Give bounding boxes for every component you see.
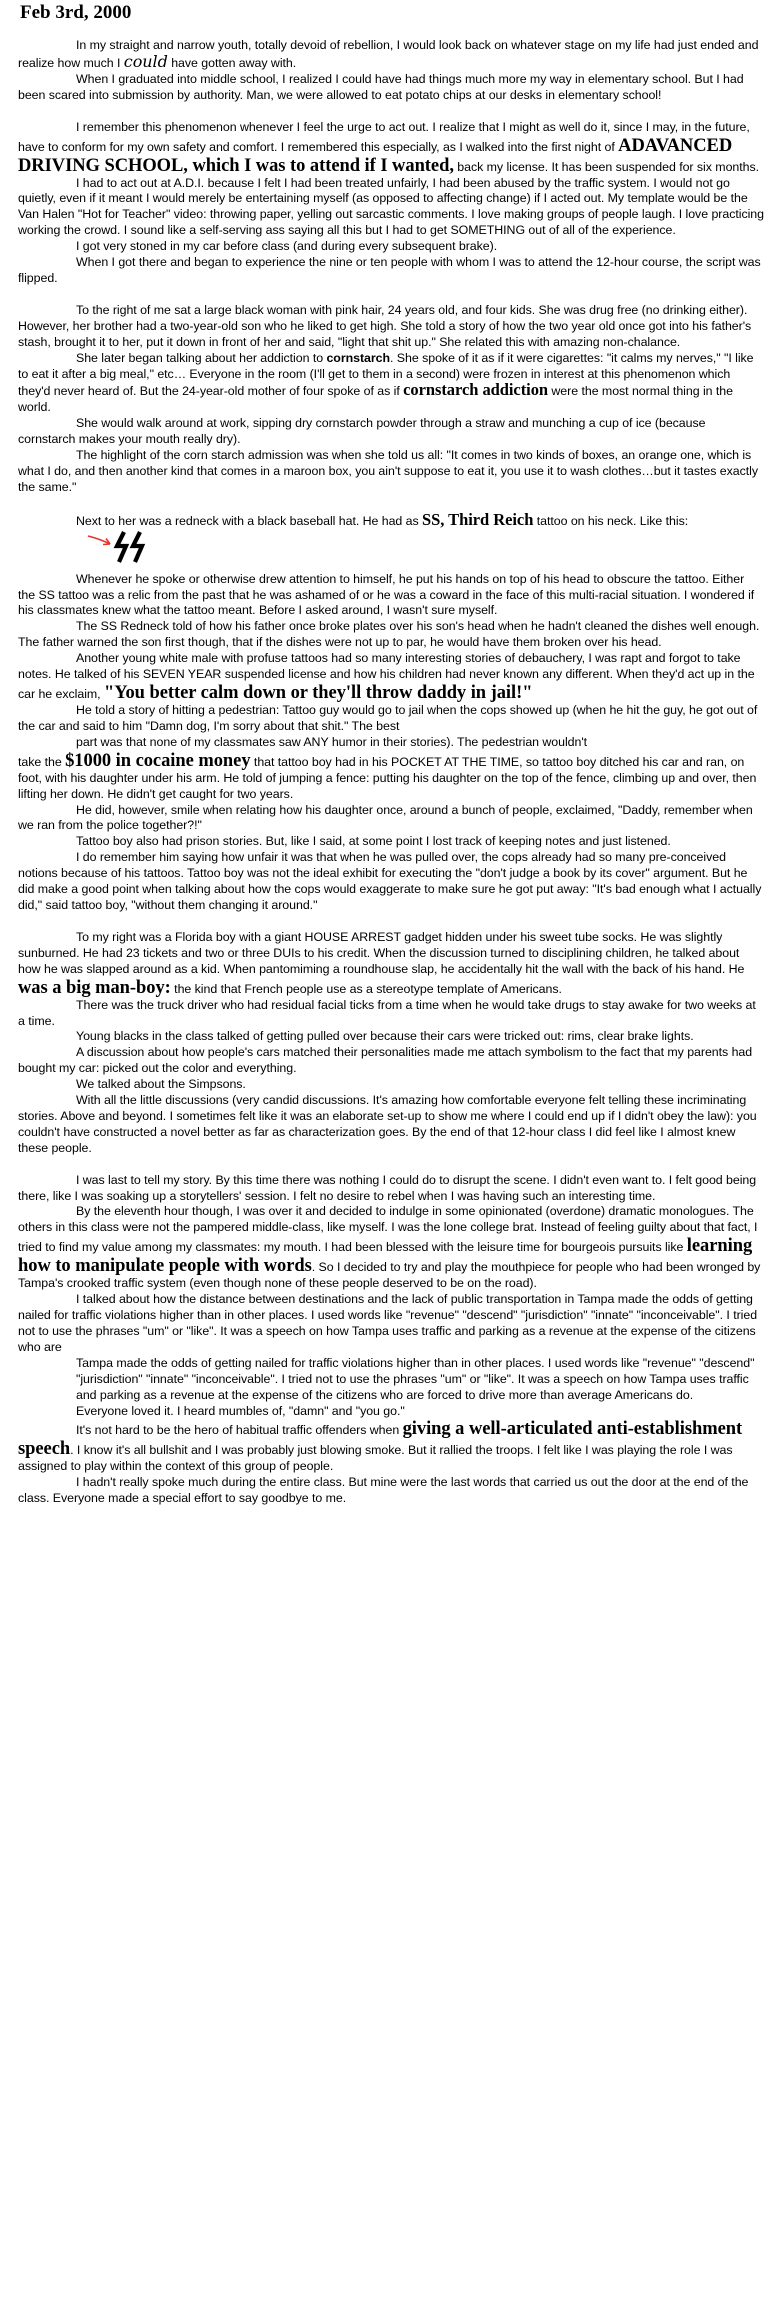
emphasis-cornstarch-addiction: cornstarch addiction	[403, 380, 549, 400]
paragraph: I was last to tell my story. By this time there was nothing I could do to disrupt the scene. I didn't even want to. I felt good being there, like I was soaking up a storytellers' session. I felt no desire to rebel when I was having such an interesting time.	[18, 1172, 757, 1203]
paragraph: He did, however, smile when relating how his daughter once, around a bunch of people, exclaimed, "Daddy, remember when we ran from the police together?!"	[18, 802, 753, 833]
entry-body	[18, 38, 764, 1507]
emphasis-could: could	[123, 51, 168, 71]
ss-runes-icon	[117, 532, 142, 562]
paragraph-continued: part was that none of my classmates saw ANY humor in their stories). The pedestrian wouldn't	[76, 734, 588, 749]
paragraph: Tattoo boy also had prison stories. But, like I said, at some point I lost track of keeping notes and just listened.	[76, 834, 671, 849]
text: . So I decided to try and play the mouthpiece for people who had been wronged by Tampa's crooked traffic system (even though none of these people deserved to be on the road).	[18, 1260, 761, 1291]
entry-date: Feb 3rd, 2000	[20, 2, 132, 23]
text: Next to her was a redneck with a black baseball hat. He had as	[76, 513, 423, 528]
spacer	[18, 104, 764, 120]
spacer	[18, 287, 764, 303]
paragraph-continued	[18, 751, 764, 803]
paragraph: She would walk around at work, sipping dry cornstarch powder through a straw and munching a cup of ice (because cornstarch makes your mouth really dry).	[18, 416, 706, 447]
spacer	[18, 1157, 764, 1173]
emphasis-cocaine-money: $1000 in cocaine money	[65, 750, 251, 771]
paragraph	[18, 38, 764, 72]
paragraph	[18, 930, 764, 998]
red-arrow-icon	[86, 530, 160, 564]
paragraph: The highlight of the corn starch admission was when she told us all: "It comes in two kinds of boxes, an orange one, which is what I do, and then another kind that comes in a maroon box, you ain't suppose to eat it, you use it to wash clothes…but it tastes exactly the same."	[18, 448, 759, 494]
paragraph: Young blacks in the class talked of getting pulled over because their cars were tricked out: rims, clear brake lights.	[76, 1029, 694, 1044]
text: . She spoke of it as if it were cigarettes: "it calms my nerves," "I like to eat it after a big meal," etc… Everyone in the room (I'll get to them in a second) were frozen in interest at this phenomenon which they'd never heard of. But the 24-year-old mother of four spoke of as if	[18, 350, 754, 399]
text: tattoo on his neck. Like this:	[533, 513, 689, 528]
paragraph: Everyone loved it. I heard mumbles of, "damn" and "you go."	[76, 1403, 405, 1418]
text: To my right was a Florida boy with a giant HOUSE ARREST gadget hidden under his sweet tube socks. He was slightly sunburned. He had 23 tickets and two or three DUIs to his credit. When the discussion turned to disciplining children, he talked about how he was slapped around as a kid. When pantomiming a roundhouse slap, he accidentally hit the wall with the back of his hand. He	[18, 929, 745, 976]
paragraph: I got very stoned in my car before class (and during every subsequent brake).	[76, 239, 498, 254]
text: Another young white male with profuse tattoos had so many interesting stories of debauchery, I was rapt and forgot to take notes. He talked of his SEVEN YEAR suspended license and how his children had never known any different. When they'd act up in the car he exclaim,	[18, 651, 755, 701]
text: that tattoo boy had in his POCKET AT THE TIME, so tattoo boy ditched his car and ran, on foot, with his daughter under his arm. He told of jumping a fence: putting his daughter on the top of the fence, climbing up and over, then lifting her down. He didn't get caught for two years.	[18, 754, 757, 801]
text: In my straight and narrow youth, totally devoid of rebellion, I would look back on whatever stage on my life had just ended and realize how much I	[18, 38, 759, 70]
paragraph: I hadn't really spoke much during the entire class. But mine were the last words that carried us out the door at the end of the class. Everyone made a special effort to say goodbye to me.	[18, 1475, 749, 1506]
spacer	[18, 496, 764, 512]
emphasis-anti-establishment: giving a well-articulated anti-establishment speech	[18, 1419, 743, 1460]
text: It's not hard to be the hero of habitual traffic offenders when	[76, 1423, 403, 1438]
paragraph: We talked about the Simpsons.	[76, 1077, 246, 1092]
text: I remember this phenomenon whenever I feel the urge to act out. I realize that I might as well do it, since I may, in the future, have to conform for my own safety and comfort. I remembered this especially, as I walked into the first night of	[18, 119, 750, 154]
text: have gotten away with.	[167, 55, 297, 70]
text: the kind that French people use as a stereotype template of Americans.	[170, 981, 562, 996]
text: By the eleventh hour though, I was over it and decided to indulge in some opinionated (overdone) dramatic monologues. The others in this class were not the pampered middle-class, like myself. I was the lone college brat. Instead of feeling guilty about that fact, I tried to find my value among my classmates: my mouth. I had been blessed with the leisure time for bourgeois pursuits like	[18, 1204, 758, 1255]
paragraph	[18, 120, 764, 176]
text: take the	[18, 754, 66, 769]
paragraph	[18, 509, 764, 564]
paragraph: The SS Redneck told of how his father once broke plates over his son's head when he hadn't cleaned the dishes well enough. The father warned the son first though, that if the dishes were not up to par, he would have them broken over his head.	[18, 619, 760, 650]
paragraph	[18, 651, 764, 703]
ss-illustration	[28, 530, 160, 564]
emphasis-manipulate-people: learning how to manipulate people with words	[18, 1236, 753, 1277]
emphasis-cornstarch: cornstarch	[326, 350, 391, 365]
paragraph	[18, 1419, 764, 1475]
text: back my license. It has been suspended for six months.	[453, 159, 760, 174]
paragraph: To the right of me sat a large black woman with pink hair, 24 years old, and four kids. She was drug free (no drinking either). However, her brother had a two-year-old son who he liked to get high. She told a story of how the two year old once got into his father's stash, brought it to her, put it down in front of her and said, "light that shit up." She related this with amazing non-chalance.	[18, 302, 752, 349]
emphasis-driving-school: ADAVANCED DRIVING SCHOOL, which I was to attend if I wanted,	[18, 135, 733, 176]
paragraph: Whenever he spoke or otherwise drew attention to himself, he put his hands on top of his head to obscure the tattoo. Either the SS tattoo was a relic from the past that he was ashamed of or he was a coward in the face of this multi-racial situation. I wondered if his classmates knew what the tattoo meant. Before I asked around, I wasn't sure myself.	[18, 571, 755, 618]
paragraph	[18, 1204, 764, 1292]
text: were the most normal thing in the world.	[18, 384, 733, 415]
paragraph	[18, 351, 764, 417]
emphasis-calm-down: "You better calm down or they'll throw daddy in jail!"	[103, 683, 533, 703]
text: . I know it's all bullshit and I was probably just blowing smoke. But it rallied the troops. I felt like I was playing the role I was assigned to play within the context of this group of people.	[18, 1443, 733, 1474]
paragraph-continued: Tampa made the odds of getting nailed for traffic violations higher than in other places. I used words like "revenue" "descend" "jurisdiction" "innate" "inconceivable". I tried not to use the phrases "um" or "like". It was a speech on how Tampa uses traffic and parking as a revenue at the expense of the citizens who are forced to drive more than average Americans do.	[76, 1355, 755, 1402]
emphasis-ss-third-reich: SS, Third Reich	[422, 509, 534, 529]
spacer	[18, 914, 764, 930]
paragraph: I do remember him saying how unfair it was that when he was pulled over, the cops already had so many pre-conceived notions because of his tattoos. Tattoo boy was not the ideal exhibit for executing the "don't judge a book by its cover" argument. But he did make a good point when talking about how the cops would exaggerate to make sure he got put away: "It's bad enough what I actually did," said tattoo boy, "without them changing it around."	[18, 850, 762, 912]
text: She later began talking about her addiction to	[76, 350, 327, 365]
paragraph: With all the little discussions (very candid discussions. It's amazing how comfortable everyone felt telling these incriminating stories. Above and beyond. I sometimes felt like it was an elaborate set-up to show me where I could end up if I didn't obey the law): you couldn't have constructed a novel better as far as characterization goes. By the end of that 12-hour class I did feel like I almost knew these people.	[18, 1093, 757, 1155]
spacer	[18, 564, 764, 572]
paragraph: A discussion about how people's cars matched their personalities made me attach symbolism to the fact that my parents had bought my car: picked out the color and everything.	[18, 1045, 753, 1076]
paragraph: When I graduated into middle school, I realized I could have had things much more my way in elementary school. But I had been scared into submission by authority. Man, we were allowed to eat potato chips at our desks in elementary school!	[18, 71, 744, 102]
paragraph: There was the truck driver who had residual facial ticks from a time when he would take drugs to stay awake for two weeks at a time.	[18, 997, 756, 1028]
paragraph: He told a story of hitting a pedestrian: Tattoo guy would go to jail when the cops showed up (when he hit the guy, he got out of the car and said to him "Damn dog, I'm sorry about that shit." The best	[18, 703, 758, 733]
paragraph: I talked about how the distance between destinations and the lack of public transportation in Tampa made the odds of getting nailed for traffic violations higher than in other places. I used words like "revenue" "descend" "jurisdiction" "innate" "inconceivable". I tried not to use the phrases "um" or "like". It was a speech on how Tampa uses traffic and parking as a revenue at the expense of the citizens who are	[18, 1292, 758, 1354]
emphasis-man-boy: was a big man-boy:	[18, 977, 171, 998]
paragraph: I had to act out at A.D.I. because I felt I had been treated unfairly, I had been abused by the traffic system. I would not go quietly, even if it meant I would merely be entertaining myself (as opposed to affecting change) if I acted out. My template would be the Van Halen "Hot for Teacher" video: throwing paper, yelling out sarcastic comments. I love making groups of people laugh. I love practicing working the crowd. I sound like a self-serving ass saying all this but I had to get SOMETHING out of all of the experience.	[18, 175, 764, 238]
paragraph: When I got there and began to experience the nine or ten people with whom I was to attend the 12-hour course, the script was flipped.	[18, 255, 761, 285]
